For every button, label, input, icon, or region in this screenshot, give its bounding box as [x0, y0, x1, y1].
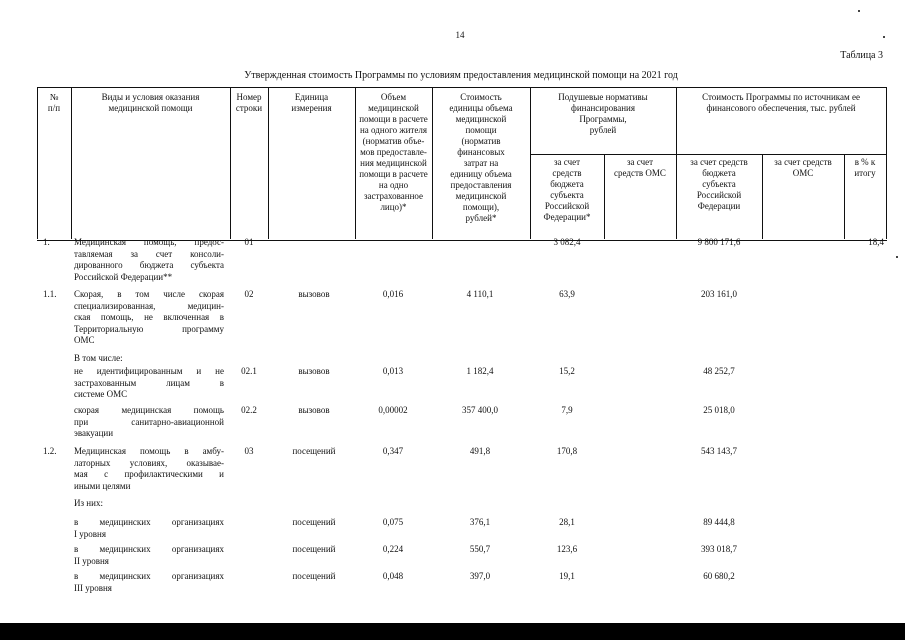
row-unit-cost: 376,1	[469, 517, 491, 527]
row-care-type-line: III уровня	[74, 582, 112, 593]
header-text-line: Программы,	[579, 114, 627, 124]
document-title: Утвержденная стоимость Программы по условиям предоставления медицинской помощи на 2021 год	[244, 70, 678, 81]
header-text-line: Федерации	[697, 201, 741, 211]
header-text-line: Стоимость Программы по источникам ее	[702, 92, 860, 102]
header-text-line: финансового обеспечения, тыс. рублей	[706, 103, 856, 113]
header-sum-budget	[676, 157, 762, 212]
header-text-line: (норматив	[461, 136, 501, 146]
row-line-number: 01	[244, 237, 254, 247]
header-text-line: за счет	[553, 157, 581, 167]
header-text-line: Федерации*	[543, 212, 591, 222]
header-text-line: застрахованное	[363, 191, 424, 201]
row-care-type-line: ская помощь, не включенная в	[74, 312, 224, 323]
row-sum-budget: 25 018,0	[703, 405, 735, 415]
row-unit: вызовов	[298, 405, 330, 415]
row-care-type	[74, 498, 224, 510]
row-volume: 0,00002	[378, 405, 408, 415]
row-care-type-line: Медицинская помощь в амбу-	[74, 446, 224, 456]
row-care-type	[74, 405, 224, 440]
row-sum-budget: 60 680,2	[703, 571, 735, 581]
header-funding-sources	[676, 92, 886, 114]
row-care-type	[74, 517, 224, 540]
header-text-line: медицинской помощи	[108, 103, 193, 113]
header-text-line: за счет средств	[774, 157, 832, 167]
row-volume: 0,013	[382, 366, 404, 376]
row-norm-budget: 7,9	[561, 405, 573, 415]
header-text-line: рублей	[589, 125, 617, 135]
row-care-type-line: эвакуации	[74, 428, 114, 439]
row-unit: посещений	[292, 544, 336, 554]
header-text-line: бюджета	[550, 179, 584, 189]
row-care-type-line: мая с профилактическими и	[74, 469, 224, 480]
row-care-type	[74, 237, 224, 283]
header-border	[886, 87, 887, 239]
header-text-line: помощи в расчете	[359, 114, 428, 124]
header-text-line: мов предоставле-	[360, 147, 427, 157]
row-sum-budget: 89 444,8	[703, 517, 735, 527]
row-care-type-line: в медицинских организациях	[74, 544, 224, 554]
row-care-type-line: I уровня	[74, 528, 106, 539]
header-text-line: за счет	[626, 157, 654, 167]
header-norm-oms	[604, 157, 676, 179]
row-care-type-line: дированного бюджета субъекта	[74, 260, 224, 271]
header-text-line: помощи),	[462, 202, 500, 212]
row-care-type-line: не идентифицированным и не	[74, 366, 224, 376]
row-care-type	[74, 353, 224, 365]
header-text-line: финансирования	[571, 103, 635, 113]
header-text-line: предоставления	[450, 180, 512, 190]
header-text-line: Номер	[236, 92, 262, 102]
row-care-type-line: системе ОМС	[74, 389, 128, 400]
row-line-number: 02	[244, 289, 254, 299]
row-unit-cost: 4 110,1	[466, 289, 494, 299]
row-norm-budget: 19,1	[559, 571, 575, 581]
header-unit	[268, 92, 355, 114]
page-number: 14	[455, 30, 465, 40]
row-number: 1.1.	[43, 289, 57, 299]
row-norm-budget: 15,2	[559, 366, 575, 376]
header-text-line: помощи в расчете	[359, 169, 428, 179]
header-text-line: Российской	[696, 190, 742, 200]
header-text-line: средств	[552, 168, 582, 178]
row-unit: посещений	[292, 517, 336, 527]
scan-speck	[883, 36, 885, 38]
header-text-line: (норматив объе-	[362, 136, 425, 146]
header-text-line: медицинской	[368, 103, 419, 113]
row-norm-budget: 123,6	[556, 544, 578, 554]
row-number: 1.2.	[43, 446, 57, 456]
row-care-type	[74, 544, 224, 567]
scan-speck	[896, 256, 898, 258]
header-text-line: ния медицинской	[360, 158, 427, 168]
header-text-line: Единица	[294, 92, 329, 102]
row-care-type-line: II уровня	[74, 555, 109, 566]
row-care-type-line: при санитарно-авиационной	[74, 416, 224, 427]
header-percent	[844, 157, 886, 179]
header-text-line: помощи	[465, 125, 497, 135]
header-text-line: №	[49, 92, 59, 102]
header-text-line: субъекта	[550, 190, 584, 200]
header-text-line: единицы объема	[449, 103, 513, 113]
row-care-type-line: Российской Федерации**	[74, 271, 173, 282]
header-text-line: медицинской	[455, 114, 507, 124]
row-line-number: 03	[244, 446, 254, 456]
header-text-line: медицинской	[455, 191, 507, 201]
row-care-type-line: скорая медицинская помощь	[74, 405, 224, 415]
row-unit-cost: 491,8	[469, 446, 491, 456]
header-text-line: итогу	[854, 168, 876, 178]
row-sum-budget: 48 252,7	[703, 366, 735, 376]
header-text-line: рублей*	[465, 213, 497, 223]
scan-speck	[858, 10, 860, 12]
header-text-line: единицу объема	[450, 169, 512, 179]
header-subdivider	[530, 154, 886, 155]
header-text-line: Виды и условия оказания	[101, 92, 200, 102]
header-text-line: на одного жителя	[359, 125, 427, 135]
row-volume: 0,347	[382, 446, 404, 456]
row-unit-cost: 397,0	[469, 571, 491, 581]
row-care-type-line: в медицинских организациях	[74, 517, 224, 527]
row-volume: 0,016	[382, 289, 404, 299]
header-text-line: Объем	[380, 92, 407, 102]
row-care-type-line: в медицинских организациях	[74, 571, 224, 581]
row-care-type	[74, 366, 224, 401]
header-text-line: средств ОМС	[614, 168, 666, 178]
row-care-type-line: специализированная, медицин-	[74, 300, 224, 311]
row-unit-cost: 357 400,0	[462, 405, 498, 415]
row-volume: 0,224	[382, 544, 404, 554]
header-text-line: Стоимость	[460, 92, 502, 102]
header-care-type	[71, 92, 230, 114]
row-care-type-line: Территориальную программу	[74, 323, 224, 334]
header-text-line: затрат на	[463, 158, 499, 168]
row-care-type	[74, 289, 224, 347]
header-text-line: ОМС	[792, 168, 814, 178]
row-sum-budget: 203 161,0	[701, 289, 737, 299]
row-line-number: 02.1	[241, 366, 257, 376]
row-care-type-line: ОМС	[74, 335, 95, 346]
row-care-type-line: латорных условиях, оказывае-	[74, 457, 224, 468]
header-text-line: субъекта	[702, 179, 736, 189]
table-label: Таблица 3	[840, 50, 883, 61]
header-line-number	[230, 92, 268, 114]
header-volume	[355, 92, 432, 213]
row-norm-budget: 170,8	[556, 446, 578, 456]
header-text-line: за счет средств	[690, 157, 748, 167]
row-sum-budget: 543 143,7	[701, 446, 737, 456]
row-care-type-line: Из них:	[74, 498, 103, 508]
row-unit: посещений	[292, 446, 336, 456]
header-text-line: в % к	[854, 157, 876, 167]
row-number: 1.	[43, 237, 50, 247]
row-unit-cost: 1 182,4	[466, 366, 494, 376]
header-text-line: измерения	[291, 103, 332, 113]
header-sum-oms	[762, 157, 844, 179]
header-text-line: строки	[235, 103, 263, 113]
header-text-line: п/п	[47, 103, 61, 113]
row-unit-cost: 550,7	[469, 544, 491, 554]
header-text-line: Подушевые нормативы	[558, 92, 648, 102]
row-norm-budget: 63,9	[559, 289, 575, 299]
row-sum-budget: 9 800 171,6	[697, 237, 741, 247]
row-care-type-line: В том числе:	[74, 353, 123, 363]
row-care-type-line: Медицинская помощь, предос-	[74, 237, 224, 247]
row-care-type	[74, 571, 224, 594]
header-text-line: на одно	[378, 180, 409, 190]
row-care-type-line: иными целями	[74, 480, 131, 491]
header-text-line: Российской	[544, 201, 590, 211]
row-percent: 18,4	[868, 237, 884, 247]
header-num	[37, 92, 71, 114]
row-volume: 0,075	[382, 517, 404, 527]
row-line-number: 02.2	[241, 405, 257, 415]
row-care-type-line: тавляемая за счет консоли-	[74, 248, 224, 259]
header-text-line: финансовых	[457, 147, 505, 157]
header-unit-cost	[432, 92, 530, 224]
row-unit: вызовов	[298, 366, 330, 376]
row-norm-budget: 3 082,4	[553, 237, 581, 247]
header-text-line: лицо)*	[380, 202, 407, 212]
row-norm-budget: 28,1	[559, 517, 575, 527]
row-care-type	[74, 446, 224, 492]
row-care-type-line: Скорая, в том числе скорая	[74, 289, 224, 299]
row-care-type-line: застрахованным лицам в	[74, 377, 224, 388]
row-volume: 0,048	[382, 571, 404, 581]
scan-edge	[0, 623, 905, 640]
header-per-capita-norms	[530, 92, 676, 136]
row-unit: посещений	[292, 571, 336, 581]
row-unit: вызовов	[298, 289, 330, 299]
header-text-line: бюджета	[702, 168, 736, 178]
header-norm-budget	[530, 157, 604, 223]
row-sum-budget: 393 018,7	[701, 544, 737, 554]
